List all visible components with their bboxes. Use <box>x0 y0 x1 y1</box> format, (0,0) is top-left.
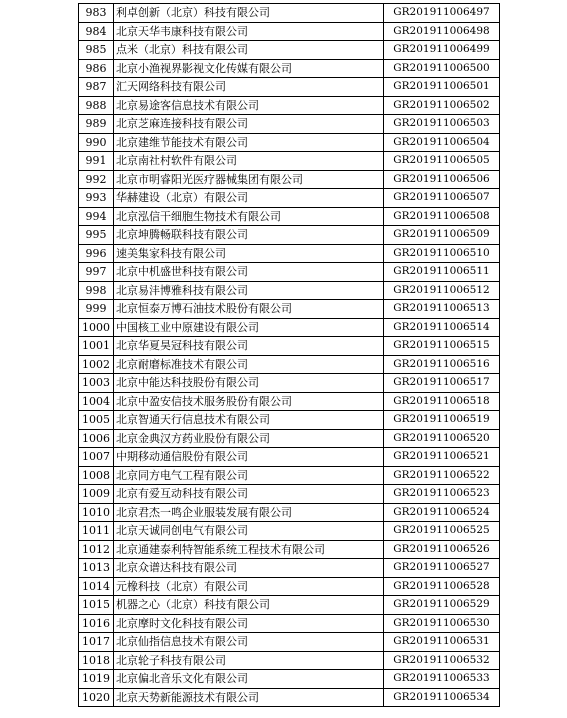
certificate-number-cell: GR201911006523 <box>384 485 500 504</box>
company-name-cell: 北京仙指信息技术有限公司 <box>114 633 384 652</box>
certificate-number-cell: GR201911006517 <box>384 374 500 393</box>
table-row <box>79 59 500 78</box>
certificate-number-cell: GR201911006504 <box>384 133 500 152</box>
table-row <box>79 170 500 189</box>
table-row <box>79 633 500 652</box>
company-table-body <box>79 4 500 707</box>
table-row <box>79 78 500 97</box>
certificate-number-cell: GR201911006506 <box>384 170 500 189</box>
row-number-cell: 1002 <box>79 355 114 374</box>
table-row <box>79 318 500 337</box>
row-number-cell: 993 <box>79 189 114 208</box>
table-row <box>79 651 500 670</box>
company-name-cell: 点米（北京）科技有限公司 <box>114 41 384 60</box>
company-table <box>78 3 500 707</box>
company-name-cell: 利卓创新（北京）科技有限公司 <box>114 4 384 23</box>
company-name-cell: 北京芝麻连接科技有限公司 <box>114 115 384 134</box>
certificate-number-cell: GR201911006509 <box>384 226 500 245</box>
company-name-cell: 北京易途客信息技术有限公司 <box>114 96 384 115</box>
table-row <box>79 577 500 596</box>
certificate-number-cell: GR201911006530 <box>384 614 500 633</box>
row-number-cell: 999 <box>79 300 114 319</box>
table-row <box>79 300 500 319</box>
company-name-cell: 中期移动通信股份有限公司 <box>114 448 384 467</box>
certificate-number-cell: GR201911006518 <box>384 392 500 411</box>
row-number-cell: 1013 <box>79 559 114 578</box>
company-name-cell: 北京偏北音乐文化有限公司 <box>114 670 384 689</box>
table-row <box>79 337 500 356</box>
row-number-cell: 1019 <box>79 670 114 689</box>
certificate-number-cell: GR201911006528 <box>384 577 500 596</box>
row-number-cell: 992 <box>79 170 114 189</box>
row-number-cell: 997 <box>79 263 114 282</box>
certificate-number-cell: GR201911006521 <box>384 448 500 467</box>
row-number-cell: 991 <box>79 152 114 171</box>
company-name-cell: 北京市明睿阳光医疗器械集团有限公司 <box>114 170 384 189</box>
certificate-number-cell: GR201911006503 <box>384 115 500 134</box>
row-number-cell: 1006 <box>79 429 114 448</box>
certificate-number-cell: GR201911006501 <box>384 78 500 97</box>
table-row <box>79 355 500 374</box>
table-row <box>79 596 500 615</box>
table-row <box>79 22 500 41</box>
row-number-cell: 986 <box>79 59 114 78</box>
row-number-cell: 989 <box>79 115 114 134</box>
certificate-number-cell: GR201911006533 <box>384 670 500 689</box>
table-row <box>79 263 500 282</box>
company-name-cell: 元橡科技（北京）有限公司 <box>114 577 384 596</box>
row-number-cell: 1008 <box>79 466 114 485</box>
row-number-cell: 1004 <box>79 392 114 411</box>
company-name-cell: 北京同方电气工程有限公司 <box>114 466 384 485</box>
table-row <box>79 152 500 171</box>
company-name-cell: 北京中能达科技股份有限公司 <box>114 374 384 393</box>
table-row <box>79 244 500 263</box>
row-number-cell: 985 <box>79 41 114 60</box>
company-name-cell: 北京中盈安信技术服务股份有限公司 <box>114 392 384 411</box>
row-number-cell: 1000 <box>79 318 114 337</box>
table-row <box>79 411 500 430</box>
certificate-number-cell: GR201911006499 <box>384 41 500 60</box>
row-number-cell: 983 <box>79 4 114 23</box>
certificate-number-cell: GR201911006514 <box>384 318 500 337</box>
company-name-cell: 北京天势新能源技术有限公司 <box>114 688 384 707</box>
table-row <box>79 688 500 707</box>
certificate-number-cell: GR201911006510 <box>384 244 500 263</box>
company-name-cell: 北京通建泰利特智能系统工程技术有限公司 <box>114 540 384 559</box>
company-name-cell: 汇天网络科技有限公司 <box>114 78 384 97</box>
certificate-number-cell: GR201911006524 <box>384 503 500 522</box>
row-number-cell: 1017 <box>79 633 114 652</box>
table-row <box>79 670 500 689</box>
table-row <box>79 133 500 152</box>
row-number-cell: 988 <box>79 96 114 115</box>
certificate-number-cell: GR201911006508 <box>384 207 500 226</box>
row-number-cell: 984 <box>79 22 114 41</box>
table-row <box>79 614 500 633</box>
company-list-sheet <box>78 3 499 707</box>
company-name-cell: 北京华夏昊冠科技有限公司 <box>114 337 384 356</box>
row-number-cell: 1012 <box>79 540 114 559</box>
row-number-cell: 1009 <box>79 485 114 504</box>
row-number-cell: 1011 <box>79 522 114 541</box>
row-number-cell: 990 <box>79 133 114 152</box>
certificate-number-cell: GR201911006511 <box>384 263 500 282</box>
company-name-cell: 机器之心（北京）科技有限公司 <box>114 596 384 615</box>
table-row <box>79 540 500 559</box>
certificate-number-cell: GR201911006519 <box>384 411 500 430</box>
company-name-cell: 北京天诚同创电气有限公司 <box>114 522 384 541</box>
certificate-number-cell: GR201911006513 <box>384 300 500 319</box>
company-name-cell: 北京小渔视界影视文化传媒有限公司 <box>114 59 384 78</box>
company-name-cell: 北京天华韦康科技有限公司 <box>114 22 384 41</box>
certificate-number-cell: GR201911006497 <box>384 4 500 23</box>
table-row <box>79 485 500 504</box>
certificate-number-cell: GR201911006529 <box>384 596 500 615</box>
row-number-cell: 1020 <box>79 688 114 707</box>
table-row <box>79 503 500 522</box>
certificate-number-cell: GR201911006505 <box>384 152 500 171</box>
certificate-number-cell: GR201911006515 <box>384 337 500 356</box>
table-row <box>79 559 500 578</box>
row-number-cell: 996 <box>79 244 114 263</box>
table-row <box>79 429 500 448</box>
certificate-number-cell: GR201911006531 <box>384 633 500 652</box>
table-row <box>79 226 500 245</box>
company-name-cell: 速美集家科技有限公司 <box>114 244 384 263</box>
table-row <box>79 4 500 23</box>
row-number-cell: 1007 <box>79 448 114 467</box>
table-row <box>79 392 500 411</box>
table-row <box>79 41 500 60</box>
certificate-number-cell: GR201911006522 <box>384 466 500 485</box>
company-name-cell: 北京耐磨标准技术有限公司 <box>114 355 384 374</box>
certificate-number-cell: GR201911006502 <box>384 96 500 115</box>
table-row <box>79 281 500 300</box>
company-name-cell: 北京恒泰万博石油技术股份有限公司 <box>114 300 384 319</box>
row-number-cell: 1018 <box>79 651 114 670</box>
certificate-number-cell: GR201911006507 <box>384 189 500 208</box>
company-name-cell: 北京泓信干细胞生物技术有限公司 <box>114 207 384 226</box>
certificate-number-cell: GR201911006512 <box>384 281 500 300</box>
company-name-cell: 北京轮子科技有限公司 <box>114 651 384 670</box>
certificate-number-cell: GR201911006532 <box>384 651 500 670</box>
table-row <box>79 466 500 485</box>
company-name-cell: 北京易沣博雅科技有限公司 <box>114 281 384 300</box>
certificate-number-cell: GR201911006526 <box>384 540 500 559</box>
row-number-cell: 1014 <box>79 577 114 596</box>
company-name-cell: 北京金典汉方药业股份有限公司 <box>114 429 384 448</box>
company-name-cell: 中国核工业中原建设有限公司 <box>114 318 384 337</box>
certificate-number-cell: GR201911006516 <box>384 355 500 374</box>
row-number-cell: 1010 <box>79 503 114 522</box>
table-row <box>79 207 500 226</box>
table-row <box>79 115 500 134</box>
row-number-cell: 995 <box>79 226 114 245</box>
certificate-number-cell: GR201911006500 <box>384 59 500 78</box>
row-number-cell: 1015 <box>79 596 114 615</box>
company-name-cell: 北京众谱达科技有限公司 <box>114 559 384 578</box>
company-name-cell: 北京南社村软件有限公司 <box>114 152 384 171</box>
table-row <box>79 374 500 393</box>
certificate-number-cell: GR201911006498 <box>384 22 500 41</box>
row-number-cell: 1016 <box>79 614 114 633</box>
row-number-cell: 994 <box>79 207 114 226</box>
company-name-cell: 北京摩时文化科技有限公司 <box>114 614 384 633</box>
company-name-cell: 北京智通天行信息技术有限公司 <box>114 411 384 430</box>
row-number-cell: 987 <box>79 78 114 97</box>
company-name-cell: 北京中机盛世科技有限公司 <box>114 263 384 282</box>
company-name-cell: 北京君杰一鸣企业服装发展有限公司 <box>114 503 384 522</box>
table-row <box>79 448 500 467</box>
table-row <box>79 189 500 208</box>
certificate-number-cell: GR201911006525 <box>384 522 500 541</box>
table-row <box>79 522 500 541</box>
certificate-number-cell: GR201911006534 <box>384 688 500 707</box>
company-name-cell: 北京坤腾畅联科技有限公司 <box>114 226 384 245</box>
company-name-cell: 北京建维节能技术有限公司 <box>114 133 384 152</box>
row-number-cell: 1003 <box>79 374 114 393</box>
table-row <box>79 96 500 115</box>
company-name-cell: 华赫建设（北京）有限公司 <box>114 189 384 208</box>
company-name-cell: 北京有爱互动科技有限公司 <box>114 485 384 504</box>
row-number-cell: 998 <box>79 281 114 300</box>
certificate-number-cell: GR201911006527 <box>384 559 500 578</box>
certificate-number-cell: GR201911006520 <box>384 429 500 448</box>
row-number-cell: 1005 <box>79 411 114 430</box>
row-number-cell: 1001 <box>79 337 114 356</box>
